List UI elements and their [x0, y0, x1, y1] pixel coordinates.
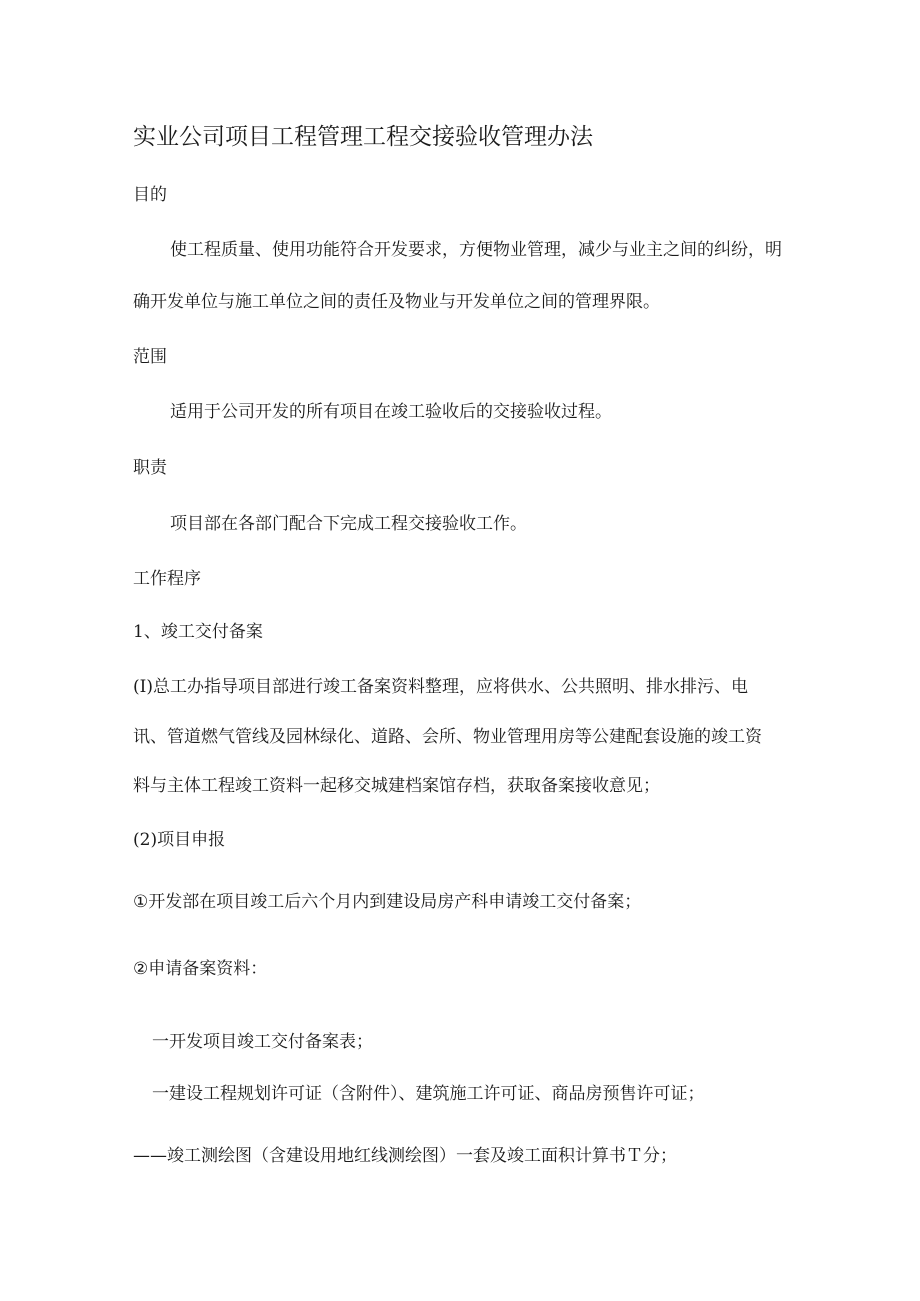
item2-heading	[133, 828, 225, 852]
scope-heading: 范围	[133, 347, 167, 367]
doc-list-item2: 一建设工程规划许可证（含附件）、建筑施工许可证、商品房预售许可证；	[152, 1084, 705, 1104]
item1-line2: 讯、管道燃气管线及园林绿化、道路、会所、物业管理用房等公建配套设施的竣工资	[133, 727, 762, 747]
item2-number: (2)	[133, 830, 158, 850]
step1-heading	[133, 620, 263, 644]
procedure-heading: 工作程序	[133, 569, 201, 589]
duty-heading: 职责	[133, 458, 167, 478]
purpose-body-line1: 使工程质量、使用功能符合开发要求，方便物业管理，减少与业主之间的纠纷，明	[170, 240, 782, 260]
item1-line1	[133, 675, 748, 699]
sub-item2: ②申请备案资料：	[133, 959, 268, 979]
item1-number: (I)	[133, 677, 153, 697]
item1-text: 总工办指导项目部进行竣工备案资料整理，应将供水、公共照明、排水排污、电	[152, 677, 748, 697]
doc-list-item1: 一开发项目竣工交付备案表；	[152, 1032, 373, 1052]
purpose-heading: 目的	[133, 185, 167, 205]
item1-line3: 料与主体工程竣工资料一起移交城建档案馆存档，获取备案接收意见；	[133, 776, 660, 796]
duty-body: 项目部在各部门配合下完成工程交接验收工作。	[170, 514, 527, 534]
doc-list-item3: ——竣工测绘图（含建设用地红线测绘图）一套及竣工面积计算书Ｔ分；	[133, 1146, 677, 1166]
sub-item1: ①开发部在项目竣工后六个月内到建设局房产科申请竣工交付备案；	[133, 892, 642, 912]
scope-body: 适用于公司开发的所有项目在竣工验收后的交接验收过程。	[170, 402, 612, 422]
purpose-body-line2: 确开发单位与施工单位之间的责任及物业与开发单位之间的管理界限。	[133, 292, 660, 312]
step1-text: 竣工交付备案	[160, 622, 263, 642]
document-title: 实业公司项目工程管理工程交接验收管理办法	[133, 124, 593, 150]
item2-text: 项目申报	[157, 830, 226, 850]
step1-number: 1、	[133, 622, 161, 642]
